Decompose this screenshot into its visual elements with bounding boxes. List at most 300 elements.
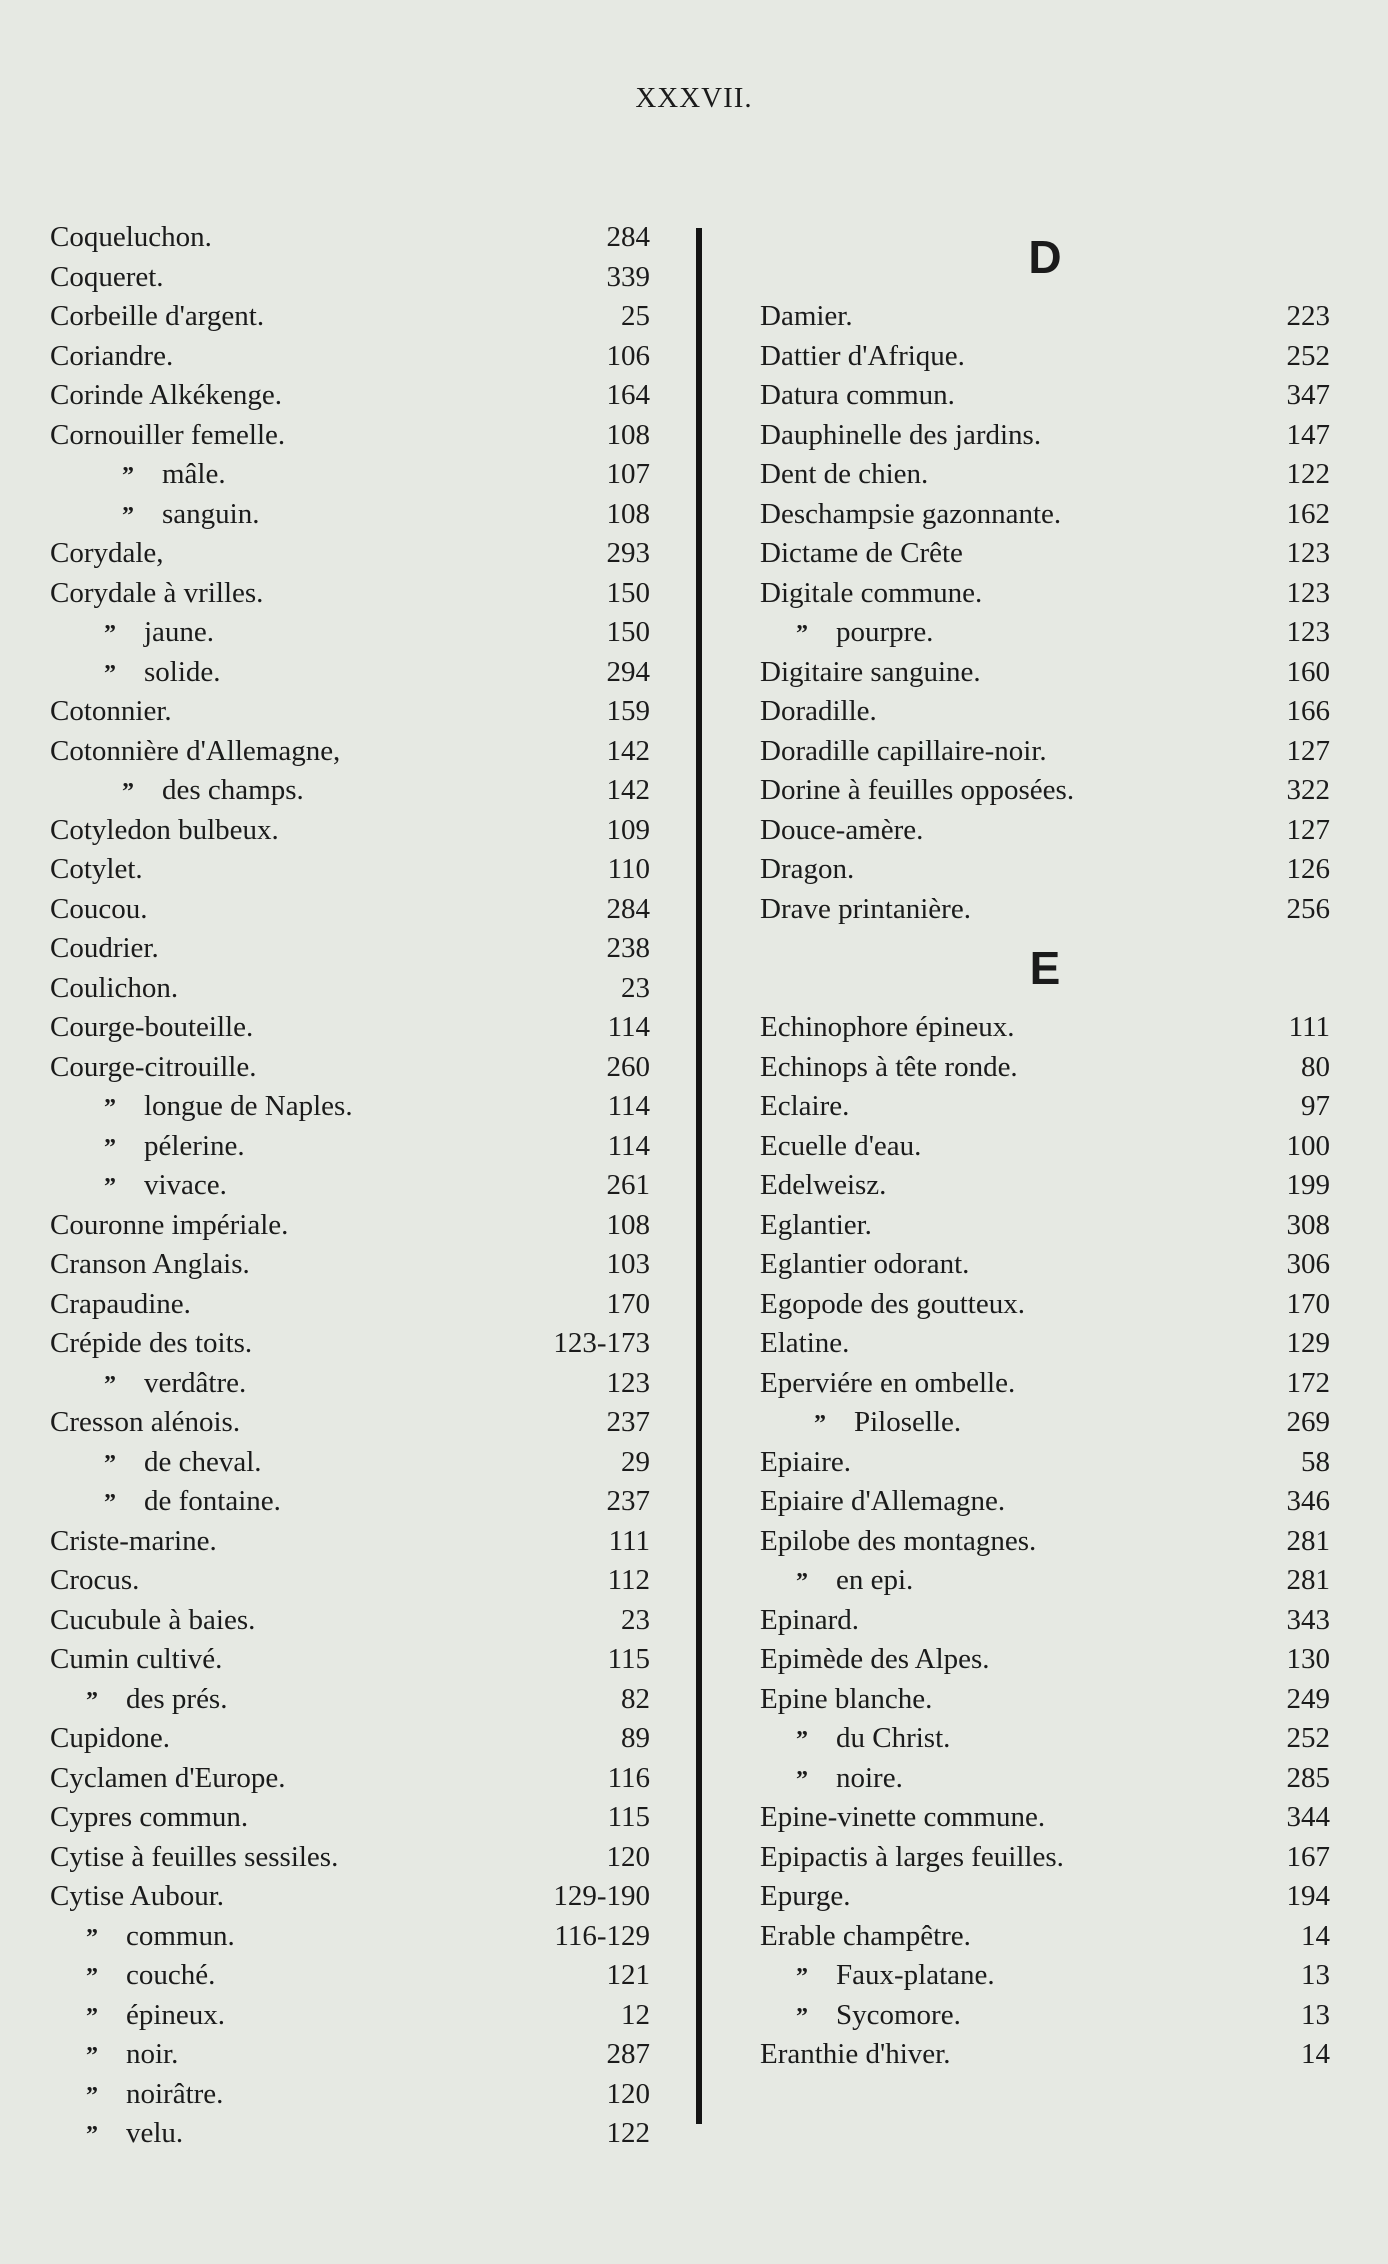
index-term-text: Sycomore. [836,1998,961,2031]
index-page-number: 14 [1301,1919,1330,1952]
index-page-number: 123 [1286,537,1330,569]
index-entry [50,1917,650,1957]
index-term [760,1324,849,1364]
index-term-text: Eperviére en ombelle. [760,1366,1016,1399]
index-page-number: 108 [606,1208,650,1241]
index-term-text: Cucubule à baies. [50,1603,256,1636]
index-term [104,613,214,655]
index-term [86,2075,223,2117]
index-term-text: Coriandre. [50,339,174,372]
index-term-text: Dauphinelle des jardins. [760,418,1042,451]
index-entry [760,1482,1330,1522]
index-term [760,337,965,377]
index-entry [50,337,650,377]
index-page-number: 142 [606,774,650,806]
index-term-text: Douce-amère. [760,813,924,846]
index-entry [50,1640,650,1680]
index-entry [760,1166,1330,1206]
index-term-text: noire. [836,1761,903,1794]
ditto-mark: ” [104,1095,116,1121]
index-entry [760,1008,1330,1048]
ditto-mark: ” [104,1371,116,1398]
index-term [50,1601,255,1641]
index-term [760,1877,850,1917]
index-term [50,574,263,614]
index-term [760,1640,990,1680]
ditto-mark: ” [122,463,134,489]
ditto-mark: ” [86,2122,98,2148]
index-entry [50,929,650,969]
index-term-text: Digitale commune. [760,576,983,609]
index-page-number: 107 [606,458,650,490]
index-term-text: noir. [126,2038,179,2070]
index-entry [50,495,650,535]
index-entry [760,1877,1330,1917]
index-page-number: 285 [1286,1761,1330,1794]
index-entry [50,1127,650,1167]
index-term-text: du Christ. [836,1722,951,1754]
index-page-number: 269 [1286,1406,1330,1438]
index-term [104,653,221,695]
index-term-text: jaune. [144,616,215,648]
index-term [50,1561,139,1601]
index-term-text: Coqueret. [50,260,164,293]
index-page-number: 82 [621,1682,650,1715]
index-term-text: des champs. [162,774,304,806]
index-page-number: 123 [1286,616,1330,648]
index-term-text: Cytise Aubour. [50,1880,225,1912]
index-term [50,376,282,416]
ditto-mark: ” [86,1924,98,1951]
index-term [760,1917,971,1957]
index-term-text: couché. [126,1959,216,1991]
index-page-number: 13 [1301,1959,1330,1991]
index-page-number: 343 [1286,1603,1330,1636]
index-term [104,1482,281,1524]
index-entry [50,2114,650,2154]
index-term [760,1601,859,1641]
index-page-number: 106 [606,339,650,372]
index-term [796,1996,961,2038]
index-term-text: Cotyledon bulbeux. [50,813,279,846]
index-page-number: 308 [1286,1208,1330,1241]
index-term [50,337,173,377]
index-page-number: 123 [1286,576,1330,609]
index-page-number: 112 [607,1564,650,1596]
index-page-number: 347 [1286,379,1330,411]
index-entry [50,416,650,456]
index-term [760,1285,1025,1325]
index-term [760,1522,1036,1562]
index-term [760,771,1074,811]
index-term-text: longue de Naples. [144,1090,353,1122]
index-term-text: Cornouiller femelle. [50,418,286,451]
index-page-number: 116 [607,1761,650,1794]
ditto-mark: ” [122,779,134,805]
index-entry [760,376,1330,416]
index-term-text: Coulichon. [50,971,179,1004]
ditto-mark: ” [796,2003,808,2030]
index-entry [50,1403,650,1443]
index-page-number: 120 [606,2077,650,2110]
index-entry [760,811,1330,851]
index-term [50,1324,252,1364]
index-term-text: Cyclamen d'Europe. [50,1761,286,1794]
index-page-number: 129-190 [553,1880,650,1912]
index-term [796,1719,950,1761]
index-entry [760,732,1330,772]
index-page-number: 103 [606,1248,650,1280]
index-term-text: mâle. [162,458,226,490]
index-entry [50,1285,650,1325]
index-term-text: en epi. [836,1564,914,1596]
index-term [50,811,279,851]
index-entry [760,1087,1330,1127]
index-page-number: 344 [1286,1801,1330,1833]
index-term-text: Deschampsie gazonnante. [760,497,1062,530]
index-term [50,1008,253,1048]
index-entry [760,574,1330,614]
ditto-mark: ” [104,1490,116,1516]
index-entry [760,297,1330,337]
index-term [86,2035,178,2077]
index-term [796,1759,903,1801]
index-entry [50,1561,650,1601]
index-term [796,1561,913,1603]
index-term-text: Corbeille d'argent. [50,300,265,332]
index-entry [50,1601,650,1641]
index-page-number: 261 [606,1169,650,1201]
ditto-mark: ” [796,1964,808,1990]
index-page-number: 29 [621,1445,650,1478]
index-term-text: Eglantier odorant. [760,1248,970,1280]
index-term [50,1719,170,1759]
index-page-number: 120 [606,1840,650,1873]
index-entry [760,1996,1330,2036]
index-entry [50,1206,650,1246]
index-entry [50,811,650,851]
index-term [760,811,923,851]
index-term [760,1127,921,1167]
index-term [760,1680,932,1720]
index-entry [760,1364,1330,1404]
index-page-number: 110 [607,853,650,885]
index-term [760,574,982,614]
index-entry [760,1522,1330,1562]
index-page-number: 287 [606,2038,650,2070]
index-term-text: Epiaire. [760,1445,851,1478]
index-entry [760,1285,1330,1325]
index-entry [760,1956,1330,1996]
index-entry [760,890,1330,930]
index-entry [50,692,650,732]
index-term-text: Cotylet. [50,853,143,885]
index-term-text: Erable champêtre. [760,1919,971,1952]
index-term-text: Couronne impériale. [50,1208,289,1241]
index-entry [50,1759,650,1799]
index-term [50,1640,222,1680]
index-term [86,2114,183,2156]
index-page-number: 14 [1301,2038,1330,2070]
index-page-number: 249 [1286,1682,1330,1715]
index-term [86,1996,225,2038]
index-term [104,1166,227,1208]
index-entry [50,218,650,258]
index-entry [50,1245,650,1285]
index-term-text: Corydale, [50,537,164,569]
index-page-number: 100 [1286,1129,1330,1162]
index-term-text: Cypres commun. [50,1801,249,1833]
index-entry [760,1640,1330,1680]
index-page-number: 284 [606,221,650,253]
index-page-number: 252 [1286,1722,1330,1754]
index-page-number: 346 [1286,1485,1330,1517]
index-term-text: Elatine. [760,1327,850,1359]
index-term [760,1364,1015,1404]
index-term [104,1127,245,1169]
index-term-text: verdâtre. [144,1366,247,1399]
index-page-number: 281 [1286,1564,1330,1596]
index-page-number: 162 [1286,497,1330,530]
index-page-number: 147 [1286,418,1330,451]
index-term [760,534,963,574]
index-term-text: Datura commun. [760,379,955,411]
index-page-number: 294 [606,655,650,688]
index-page-number: 123-173 [553,1327,650,1359]
index-page-number: 115 [607,1643,650,1675]
index-term [760,1245,969,1285]
index-term-text: Cumin cultivé. [50,1643,223,1675]
index-entry [50,1364,650,1404]
ditto-mark: ” [86,2003,98,2030]
index-entry [760,1443,1330,1483]
index-term-text: pourpre. [836,616,934,648]
index-entry [50,1680,650,1720]
index-term [760,1798,1045,1838]
index-term [50,1048,256,1088]
index-page-number: 284 [606,892,650,925]
index-entry [760,1048,1330,1088]
index-entry [50,890,650,930]
index-page-number: 252 [1286,339,1330,372]
index-page-number: 12 [621,1998,650,2031]
index-entry [50,2035,650,2075]
index-page-number: 114 [607,1129,650,1162]
index-page-number: 111 [1288,1011,1330,1043]
index-term [50,534,164,574]
index-entry [760,1245,1330,1285]
index-page-number: 172 [1286,1366,1330,1399]
index-term-text: Dictame de Crête [760,537,963,569]
index-term [50,1403,240,1443]
index-term-text: Digitaire sanguine. [760,655,981,688]
index-term [760,850,854,890]
index-entry [50,1996,650,2036]
index-page-number: 159 [606,695,650,727]
index-term [760,692,877,732]
index-term [50,297,264,337]
index-entry [50,1008,650,1048]
index-entry [760,1838,1330,1878]
index-page-number: 281 [1286,1524,1330,1557]
index-page-number: 121 [606,1959,650,1991]
index-term [814,1403,961,1445]
index-term-text: Epinard. [760,1603,860,1636]
index-term [760,455,928,495]
index-term [796,1956,995,1998]
ditto-mark: ” [796,1569,808,1595]
index-term-text: Cytise à feuilles sessiles. [50,1840,339,1873]
index-page-number: 116-129 [554,1919,650,1952]
index-term-text: Doradille. [760,695,877,727]
index-page-number: 109 [606,813,650,846]
index-term-text: Epine-vinette commune. [760,1801,1046,1833]
index-term [760,1443,851,1483]
index-entry [760,1127,1330,1167]
index-page-number: 108 [606,497,650,530]
index-page-number: 170 [606,1287,650,1320]
index-term-text: velu. [126,2117,184,2149]
index-term-text: Cotonnière d'Allemagne, [50,734,341,767]
ditto-mark: ” [86,1687,98,1714]
index-entry [50,613,650,653]
index-entry [50,455,650,495]
index-term-text: commun. [126,1919,235,1952]
index-entry [760,534,1330,574]
index-page-number: 122 [1286,458,1330,490]
index-entry [760,850,1330,890]
index-term-text: Coucou. [50,892,148,925]
index-entry [760,495,1330,535]
index-term-text: Epilobe des montagnes. [760,1524,1037,1557]
index-term [50,416,285,456]
index-term-text: Corydale à vrilles. [50,576,264,609]
index-term [50,1245,250,1285]
index-entry [50,1838,650,1878]
index-entry [50,1956,650,1996]
index-page-number: 80 [1301,1050,1330,1083]
index-term [50,1759,286,1799]
index-term [86,1917,235,1959]
index-term-text: Epimède des Alpes. [760,1643,990,1675]
index-page-number: 164 [606,379,650,411]
index-entry [760,653,1330,693]
index-page-number: 293 [606,537,650,569]
index-page-number: 122 [606,2117,650,2149]
index-term-text: des prés. [126,1682,228,1715]
index-term [86,1680,227,1722]
index-entry [50,297,650,337]
index-entry [50,732,650,772]
index-term-text: de cheval. [144,1445,262,1478]
index-term [50,1838,338,1878]
index-page-number: 97 [1301,1090,1330,1122]
index-entry [760,771,1330,811]
index-term-text: Dorine à feuilles opposées. [760,774,1075,806]
ditto-mark: ” [104,660,116,687]
index-page-number: 123 [606,1366,650,1399]
index-term-text: Corinde Alkékenge. [50,379,282,411]
ditto-mark: ” [796,1727,808,1753]
index-entry [760,1403,1330,1443]
index-term-text: Epine blanche. [760,1682,933,1715]
index-entry [760,1324,1330,1364]
column-divider [696,228,702,2124]
index-entry [760,1917,1330,1957]
ditto-mark: ” [796,1766,808,1793]
ditto-mark: ” [814,1411,826,1437]
index-term-text: Coqueluchon. [50,221,212,253]
index-page-number: 129 [1286,1327,1330,1359]
index-term-text: Echinophore épineux. [760,1011,1015,1043]
index-term-text: Cotonnier. [50,695,172,727]
index-entry [760,1798,1330,1838]
index-page-number: 167 [1286,1840,1330,1873]
index-entry [760,455,1330,495]
index-term [760,1048,1018,1088]
index-page-number: 237 [606,1485,650,1517]
index-page-number: 170 [1286,1287,1330,1320]
index-entry [50,1443,650,1483]
index-term [50,692,172,732]
index-term-text: pélerine. [144,1129,245,1162]
index-term [50,850,143,890]
index-term [760,890,971,930]
index-term [50,969,178,1009]
index-term [760,416,1041,456]
index-term-text: Ecuelle d'eau. [760,1129,922,1162]
index-entry [50,850,650,890]
index-entry [50,258,650,298]
index-term [104,1087,353,1129]
index-term-text: Eclaire. [760,1090,850,1122]
index-entry [760,1561,1330,1601]
index-page-number: 322 [1286,774,1330,806]
index-term [104,1443,262,1485]
index-entry [50,1048,650,1088]
index-entry [50,1087,650,1127]
index-page-number: 127 [1286,813,1330,846]
index-term [760,653,981,693]
index-entry [50,1482,650,1522]
ditto-mark: ” [104,621,116,647]
index-page-number: 142 [606,734,650,767]
index-entry [50,1877,650,1917]
index-term [122,455,226,497]
index-entry [760,1601,1330,1641]
section-letter-heading: E [1029,942,1061,994]
index-term [122,495,259,537]
index-term [760,297,853,337]
index-term-text: Crépide des toits. [50,1327,253,1359]
ditto-mark: ” [104,1134,116,1161]
index-term [760,1838,1064,1878]
index-term [50,218,212,258]
index-page-number: 150 [606,576,650,609]
ditto-mark: ” [796,621,808,647]
index-term-text: de fontaine. [144,1485,281,1517]
index-term [760,376,955,416]
index-entry [760,416,1330,456]
section-letter-heading: D [1028,231,1062,283]
index-term [760,1008,1014,1048]
index-entry [50,969,650,1009]
index-page-number: 238 [606,932,650,964]
index-entry [760,1206,1330,1246]
index-term-text: Eglantier. [760,1208,872,1241]
index-entry [760,2035,1330,2075]
index-term-text: Damier. [760,300,853,332]
